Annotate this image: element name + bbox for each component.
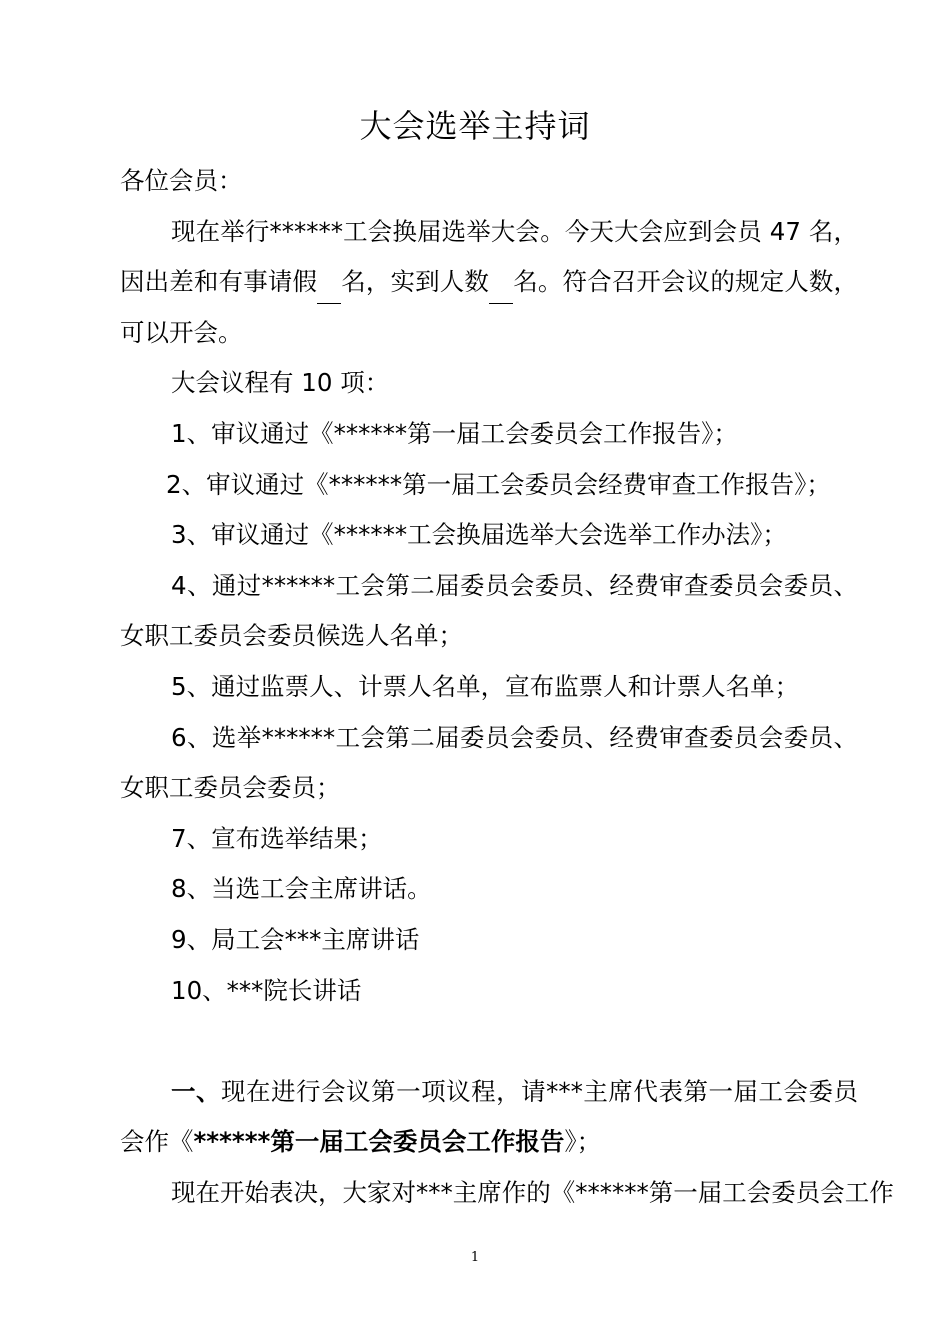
salutation: 各位会员： — [120, 166, 243, 195]
agenda-item: 6、选举******工会第二届委员会委员、经费审查委员会委员、女职工委员会委员； — [120, 722, 858, 803]
section-number: 一、 — [171, 1076, 222, 1106]
spacer — [120, 1016, 858, 1067]
agenda-item: 5、通过监票人、计票人名单，宣布监票人和计票人名单； — [171, 671, 800, 701]
agenda-item: 9、局工会***主席讲话 — [171, 924, 420, 954]
page-number: 1 — [470, 1250, 480, 1265]
blank-leave-count — [317, 266, 341, 291]
agenda-item: 7、宣布选举结果； — [171, 823, 383, 853]
blank-attendance-count — [489, 266, 513, 291]
vote-paragraph: 现在开始表决，大家对***主席作的《******第一届工会委员会工作 — [171, 1177, 894, 1207]
agenda-item: 3、审议通过《******工会换届选举大会选举工作办法》； — [171, 520, 787, 550]
intro-text-3: 名。符合召开会议的规定人数，可以开会。 — [120, 267, 859, 347]
agenda-item: 1、审议通过《******第一届工会委员会工作报告》； — [171, 418, 738, 448]
report-title: ******第一届工会委员会工作报告 — [193, 1127, 565, 1157]
agenda-item: 2、审议通过《******第一届工会委员会经费审查工作报告》； — [166, 469, 831, 499]
section-one-closing: 》； — [564, 1127, 602, 1157]
intro-text-2: 名，实到人数 — [341, 267, 490, 297]
agenda-item: 4、通过******工会第二届委员会委员、经费审查委员会委员、女职工委员会委员候选人名单； — [120, 570, 858, 651]
intro-text-1: 现在举行******工会换届选举大会。今天大会应到会员 47 名，因出差和有事请假 — [120, 216, 858, 297]
agenda-item: 10、***院长讲话 — [171, 975, 362, 1005]
document-body — [120, 156, 894, 1218]
section-one-text: 现在进行会议第一项议程，请***主席代表第一届工会委员会作《 — [120, 1076, 859, 1157]
section-one-paragraph — [120, 1067, 858, 1168]
agenda-heading: 大会议程有 10 项： — [171, 368, 390, 398]
agenda-item: 8、当选工会主席讲话。 — [171, 874, 432, 904]
intro-paragraph — [120, 207, 858, 359]
document-title: 大会选举主持词 — [359, 107, 591, 145]
